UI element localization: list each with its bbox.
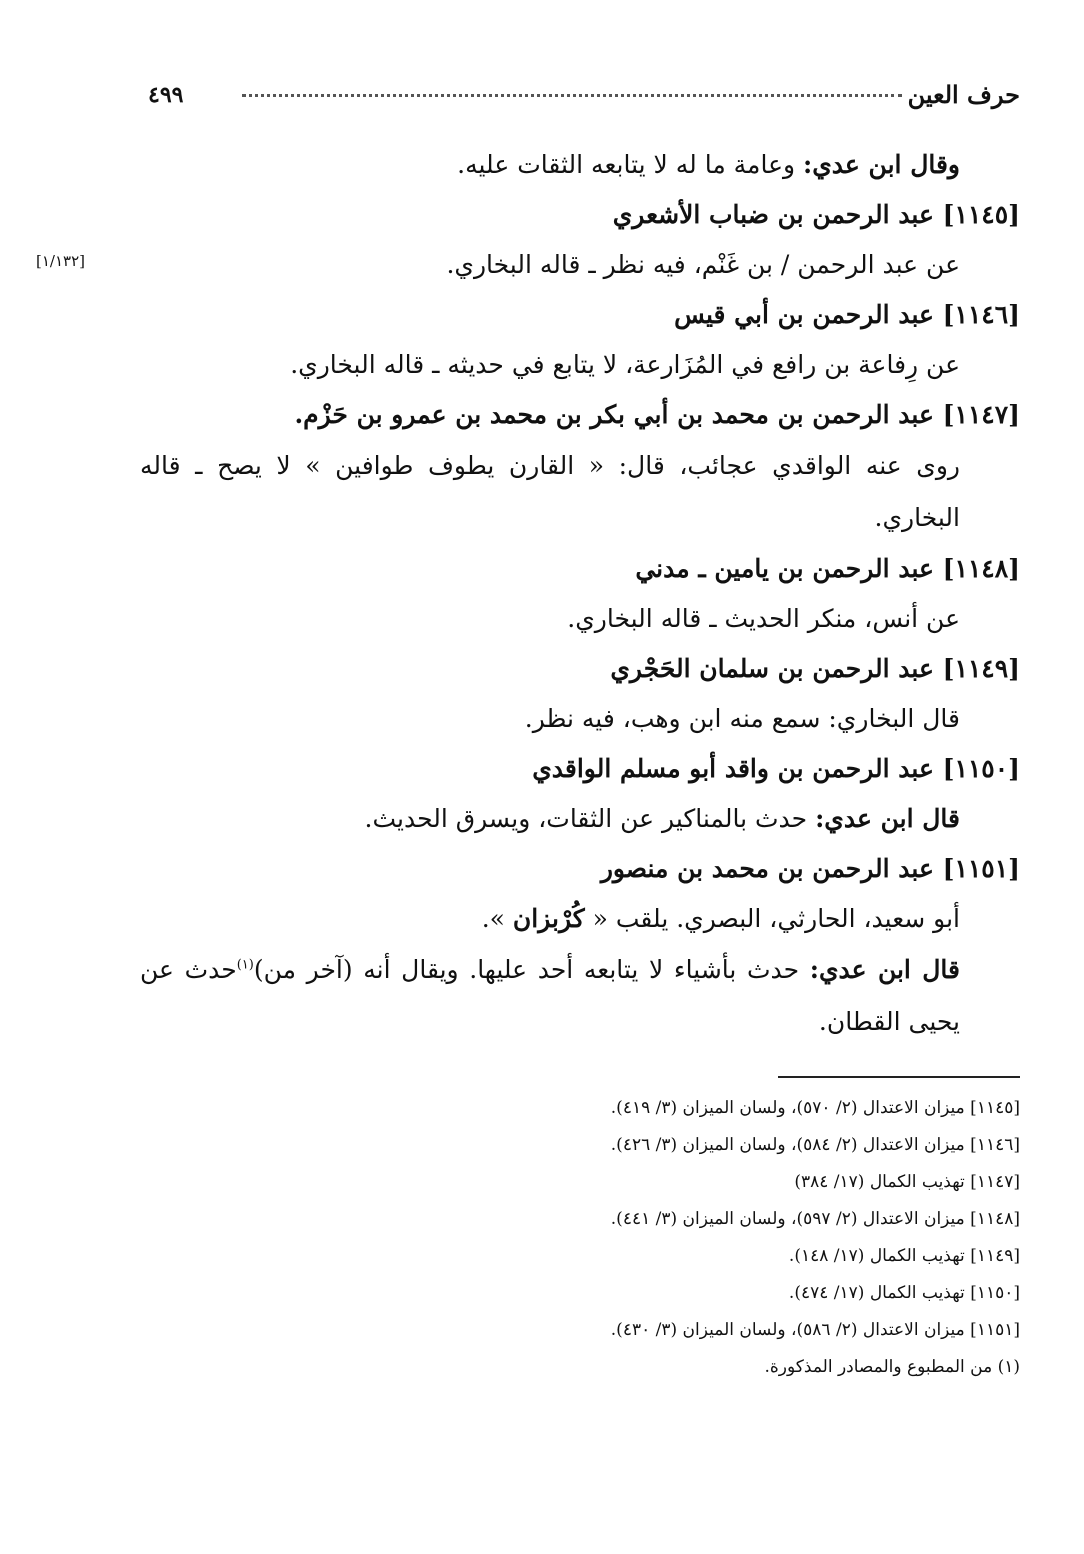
entry-text-1145: عن عبد الرحمن / بن غَنْم، فيه نظر ـ قاله البخاري.	[446, 250, 960, 279]
footnotes	[460, 1090, 1020, 1386]
entry-text-1146: عن رِفاعة بن رافع في المُزَارعة، لا يتابع في حديثه ـ قاله البخاري.	[290, 350, 960, 379]
margin-manuscript-ref: [١/١٣٢]	[36, 252, 85, 270]
speaker-label: قال ابن عدي:	[809, 955, 960, 984]
entry-heading-1148: [١١٤٨] عبد الرحمن بن يامين ـ مدني	[635, 554, 1020, 583]
header-dotted-rule	[242, 94, 902, 97]
entry-heading-1150: [١١٥٠] عبد الرحمن بن واقد أبو مسلم الواقدي	[532, 754, 1020, 783]
entry-heading-1147: [١١٤٧] عبد الرحمن بن محمد بن أبي بكر بن محمد بن عمرو بن حَزْم.	[294, 400, 1020, 429]
footnote: [١١٤٨] ميزان الاعتدال (٢/ ٥٩٧)، ولسان الميزان (٣/ ٤٤١).	[610, 1209, 1020, 1229]
entry-text-1148: عن أنس، منكر الحديث ـ قاله البخاري.	[567, 604, 960, 633]
footnote: (١) من المطبوع والمصادر المذكورة.	[764, 1357, 1020, 1377]
entry-text-1151	[140, 894, 1020, 944]
nickname: كُرْبزان	[512, 904, 585, 933]
footnote: [١١٤٩] تهذيب الكمال (١٧/ ١٤٨).	[788, 1246, 1020, 1266]
entry-text-1149: قال البخاري: سمع منه ابن وهب، فيه نظر.	[524, 704, 960, 733]
page-number: ٤٩٩	[148, 82, 184, 108]
entry-text-1147: روى عنه الواقدي عجائب، قال: « القارن يطوف طوافين » لا يصح ـ قاله البخاري.	[140, 451, 960, 532]
text-span: حدث بأشياء لا يتابعه أحد عليها. ويقال أنه (آخر من)	[253, 955, 810, 984]
entry-text-1151-b	[140, 944, 1020, 1048]
text-span: ».	[481, 904, 513, 933]
entry-heading-1151: [١١٥١] عبد الرحمن بن محمد بن منصور	[600, 854, 1020, 883]
text-span: وعامة ما له لا يتابعه الثقات عليه.	[457, 150, 804, 179]
text-span: حدث بالمناكير عن الثقات، ويسرق الحديث.	[364, 804, 816, 833]
footnote: [١١٤٧] تهذيب الكمال (١٧/ ٣٨٤)	[794, 1172, 1020, 1192]
footnote: [١١٤٦] ميزان الاعتدال (٢/ ٥٨٤)، ولسان الميزان (٣/ ٤٢٦).	[610, 1135, 1020, 1155]
footnote: [١١٤٥] ميزان الاعتدال (٢/ ٥٧٠)، ولسان الميزان (٣/ ٤١٩).	[610, 1098, 1020, 1118]
entry-heading-1149: [١١٤٩] عبد الرحمن بن سلمان الحَجْري	[610, 654, 1020, 683]
footnote-marker[interactable]: (١)	[236, 957, 254, 973]
text-span: أبو سعيد، الحارثي، البصري. يلقب «	[584, 904, 960, 933]
chapter-title: حرف العين	[907, 80, 1020, 109]
entry-heading-1146: [١١٤٦] عبد الرحمن بن أبي قيس	[674, 300, 1020, 329]
text-span: حدث عن يحيى القطان.	[140, 955, 960, 1036]
entry-heading-1145: [١١٤٥] عبد الرحمن بن ضباب الأشعري	[612, 200, 1020, 229]
running-header	[148, 76, 1020, 116]
footnote: [١١٥١] ميزان الاعتدال (٢/ ٥٨٦)، ولسان الميزان (٣/ ٤٣٠).	[610, 1320, 1020, 1340]
speaker-label: قال ابن عدي:	[815, 804, 960, 833]
speaker-label: وقال ابن عدي:	[803, 150, 960, 179]
entry-text-1150	[140, 794, 1020, 844]
footnote: [١١٥٠] تهذيب الكمال (١٧/ ٤٧٤).	[788, 1283, 1020, 1303]
text-line	[140, 140, 1020, 190]
main-text	[140, 140, 1020, 1048]
footnote-separator	[778, 1076, 1020, 1078]
